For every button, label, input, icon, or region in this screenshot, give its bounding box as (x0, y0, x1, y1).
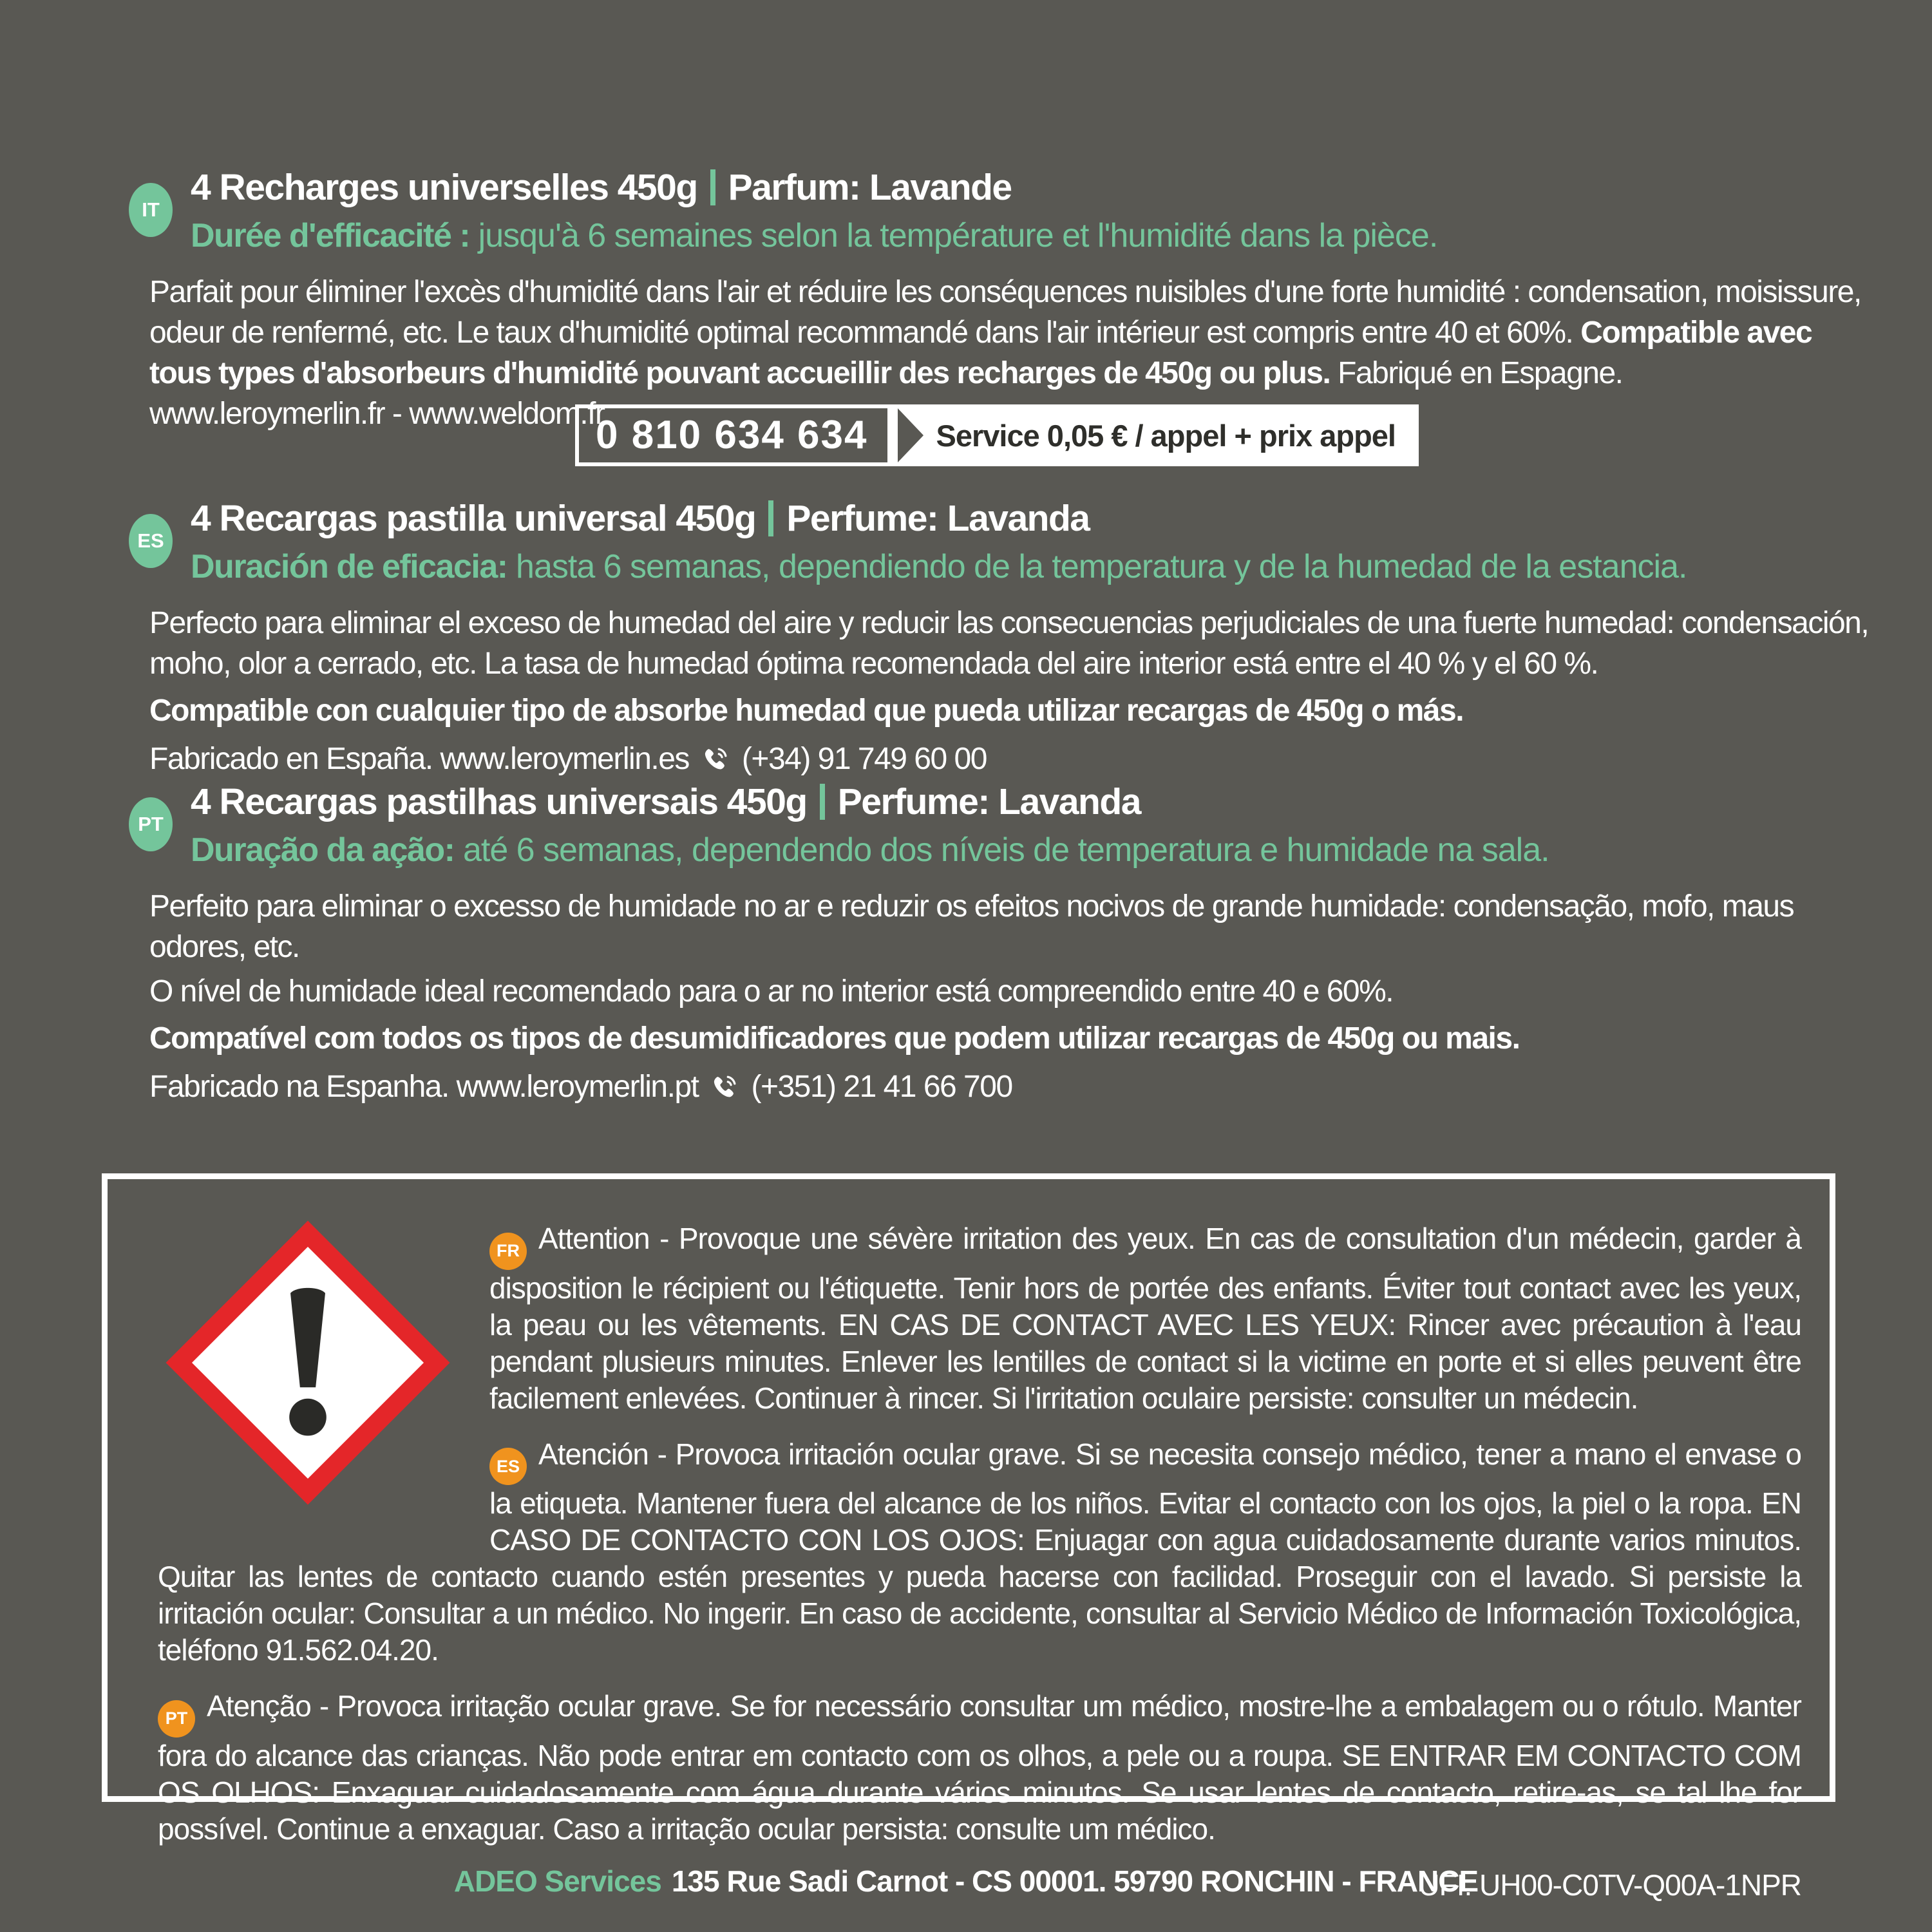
duration-text-pt: até 6 semanas, dependendo dos níveis de temperatura e humidade na sala. (454, 831, 1549, 869)
description-fr-part1: Parfait pour éliminer l'excès d'humidité dans l'air et réduire les conséquences nuisibles d'une forte humidité : condensation, moisissure, odeur de renfermé, etc. Le taux d'humidité optimal recommandé dans l'air intérieur est compris entre 40 et 60%. (149, 275, 1861, 350)
product-title-fr (191, 166, 1873, 209)
duration-text-fr: jusqu'à 6 semaines selon la température et l'humidité dans la pièce. (469, 217, 1438, 254)
scent-es: Perfume: Lavanda (786, 498, 1090, 539)
phone-number-es: (+34) 91 749 60 00 (741, 742, 987, 776)
made-in-pt: Fabricado na Espanha. www.leroymerlin.pt (149, 1070, 699, 1104)
duration-label-fr: Durée d'efficacité : (191, 217, 470, 254)
duration-text-es: hasta 6 semanas, dependiendo de la temperatura y de la humedad de la estancia. (507, 548, 1687, 585)
lang-badge-es-warning: ES (489, 1448, 527, 1485)
description-fr-bold: Compatible avec tous types d'absorbeurs d'humidité pouvant accueillir des recharges de 450g ou plus. (149, 316, 1812, 390)
title-separator (768, 500, 773, 536)
arrow-right-icon (898, 408, 923, 462)
duration-line-fr (191, 216, 1873, 255)
scent-pt: Perfume: Lavanda (837, 781, 1141, 822)
product-title-pt-text: 4 Recargas pastilhas universais 450g (191, 781, 807, 822)
section-es-head (191, 497, 1873, 586)
duration-label-es: Duración de eficacia: (191, 548, 507, 585)
description-pt-2: O nível de humidade ideal recomendado para o ar no interior está compreendido entre 40 e 60%. (149, 974, 1394, 1009)
phone-icon (710, 1072, 739, 1102)
hotline-banner (575, 404, 1419, 466)
made-line-pt (149, 1069, 1873, 1104)
product-title-fr-text: 4 Recharges universelles 450g (191, 167, 697, 208)
hotline-service-text: Service 0,05 € / appel + prix appel (936, 418, 1396, 453)
product-title-es (191, 497, 1873, 540)
lang-badge-fr-warning: FR (489, 1233, 527, 1270)
compatibility-pt: Compatível com todos os tipos de desumidificadores que podem utilizar recargas de 450g ou mais. (149, 1021, 1520, 1056)
made-in-fr: Fabriqué en Espagne. (1330, 356, 1623, 390)
phone-icon (701, 744, 730, 774)
ufi-code: UFI: UH00-C0TV-Q00A-1NPR (1418, 1868, 1801, 1902)
description-es: Perfecto para eliminar el exceso de humedad del aire y reducir las consecuencias perjudiciales de una fuerte humedad: condensación, moho, olor a cerrado, etc. La tasa de humedad óptima recomendada del aire interior está entre el 40 % y el 60 %. (149, 606, 1869, 681)
manufacturer-address: 135 Rue Sadi Carnot - CS 00001. 59790 RONCHIN - FRANCE (671, 1864, 1479, 1898)
section-fr-head (191, 166, 1873, 255)
scent-fr: Parfum: Lavande (728, 167, 1012, 208)
manufacturer-name: ADEO Services (453, 1864, 661, 1898)
website-urls-fr: www.leroymerlin.fr - www.weldom.fr (149, 397, 605, 431)
product-title-es-text: 4 Recargas pastilla universal 450g (191, 498, 756, 539)
title-separator (710, 169, 715, 205)
hotline-service-panel (887, 408, 1416, 462)
product-title-pt (191, 781, 1873, 823)
section-pt-head (191, 781, 1873, 869)
ghs-exclamation-pictogram (163, 1218, 453, 1508)
duration-line-es (191, 547, 1873, 586)
warning-es-text: Atención - Provoca irritación ocular grave. Si se necesita consejo médico, tener a mano el envase o la etiqueta. Mantener fuera del alcance de los niños. Evitar el contacto con los ojos, la piel o la ropa. EN CASO DE CONTACTO CON LOS OJOS: Enjuagar con agua cuidadosamente durante varios minutos. Quitar las lentes de contacto cuando estén presentes y pueda hacerse con facilidad. Proseguir con el lavado. Si persiste la irritación ocular: Consultar a un médico. No ingerir. En caso de accidente, consultar al Servicio Médico de Información Toxicológica, teléfono 91.562.04.20. (158, 1437, 1801, 1667)
duration-label-pt: Duração da ação: (191, 831, 455, 869)
section-fr (142, 166, 1873, 434)
lang-badge-pt: PT (129, 797, 173, 851)
compatibility-es: Compatible con cualquier tipo de absorbe humedad que pueda utilizar recargas de 450g o más. (149, 694, 1464, 728)
lang-badge-it: IT (129, 183, 173, 237)
lang-badge-es: ES (129, 514, 173, 568)
made-line-es (149, 741, 1873, 777)
duration-line-pt (191, 831, 1873, 869)
made-in-es: Fabricado en España. www.leroymerlin.es (149, 742, 689, 776)
section-pt (138, 781, 1873, 1104)
manufacturer-footer (0, 1864, 1932, 1899)
lang-badge-pt-warning: PT (158, 1700, 195, 1738)
warning-pt-text: Atenção - Provoca irritação ocular grave. Se for necessário consultar um médico, mostre-lhe a embalagem ou o rótulo. Manter fora do alcance das crianças. Não pode entrar em contacto com os olhos, a pele ou a roupa. SE ENTRAR EM CONTACTO COM OS OLHOS: Enxaguar cuidadosamente com água durante vários minutos. Se usar lentes de contacto, retire-as, se tal lhe for possível. Continue a enxaguar. Caso a irritação ocular persista: consulte um médico. (158, 1689, 1801, 1846)
description-pt-1: Perfeito para eliminar o excesso de humidade no ar e reduzir os efeitos nocivos de grande humidade: condensação, mofo, maus odores, etc. (149, 889, 1794, 964)
warning-pt (158, 1688, 1801, 1848)
phone-number-pt: (+351) 21 41 66 700 (751, 1070, 1012, 1104)
warning-fr-text: Attention - Provoque une sévère irritation des yeux. En cas de consultation d'un médecin, garder à disposition le récipient ou l'étiquette. Tenir hors de portée des enfants. Éviter tout contact avec les yeux, la peau ou les vêtements. EN CAS DE CONTACT AVEC LES YEUX: Rincer avec précaution à l'eau pendant plusieurs minutes. Enlever les lentilles de contact si la victime en porte et si elles peuvent être facilement enlevées. Continuer à rincer. Si l'irritation oculaire persiste: consulter un médecin. (489, 1222, 1801, 1415)
section-es (137, 497, 1873, 777)
title-separator (820, 784, 825, 820)
hotline-number: 0 810 634 634 (596, 412, 868, 457)
